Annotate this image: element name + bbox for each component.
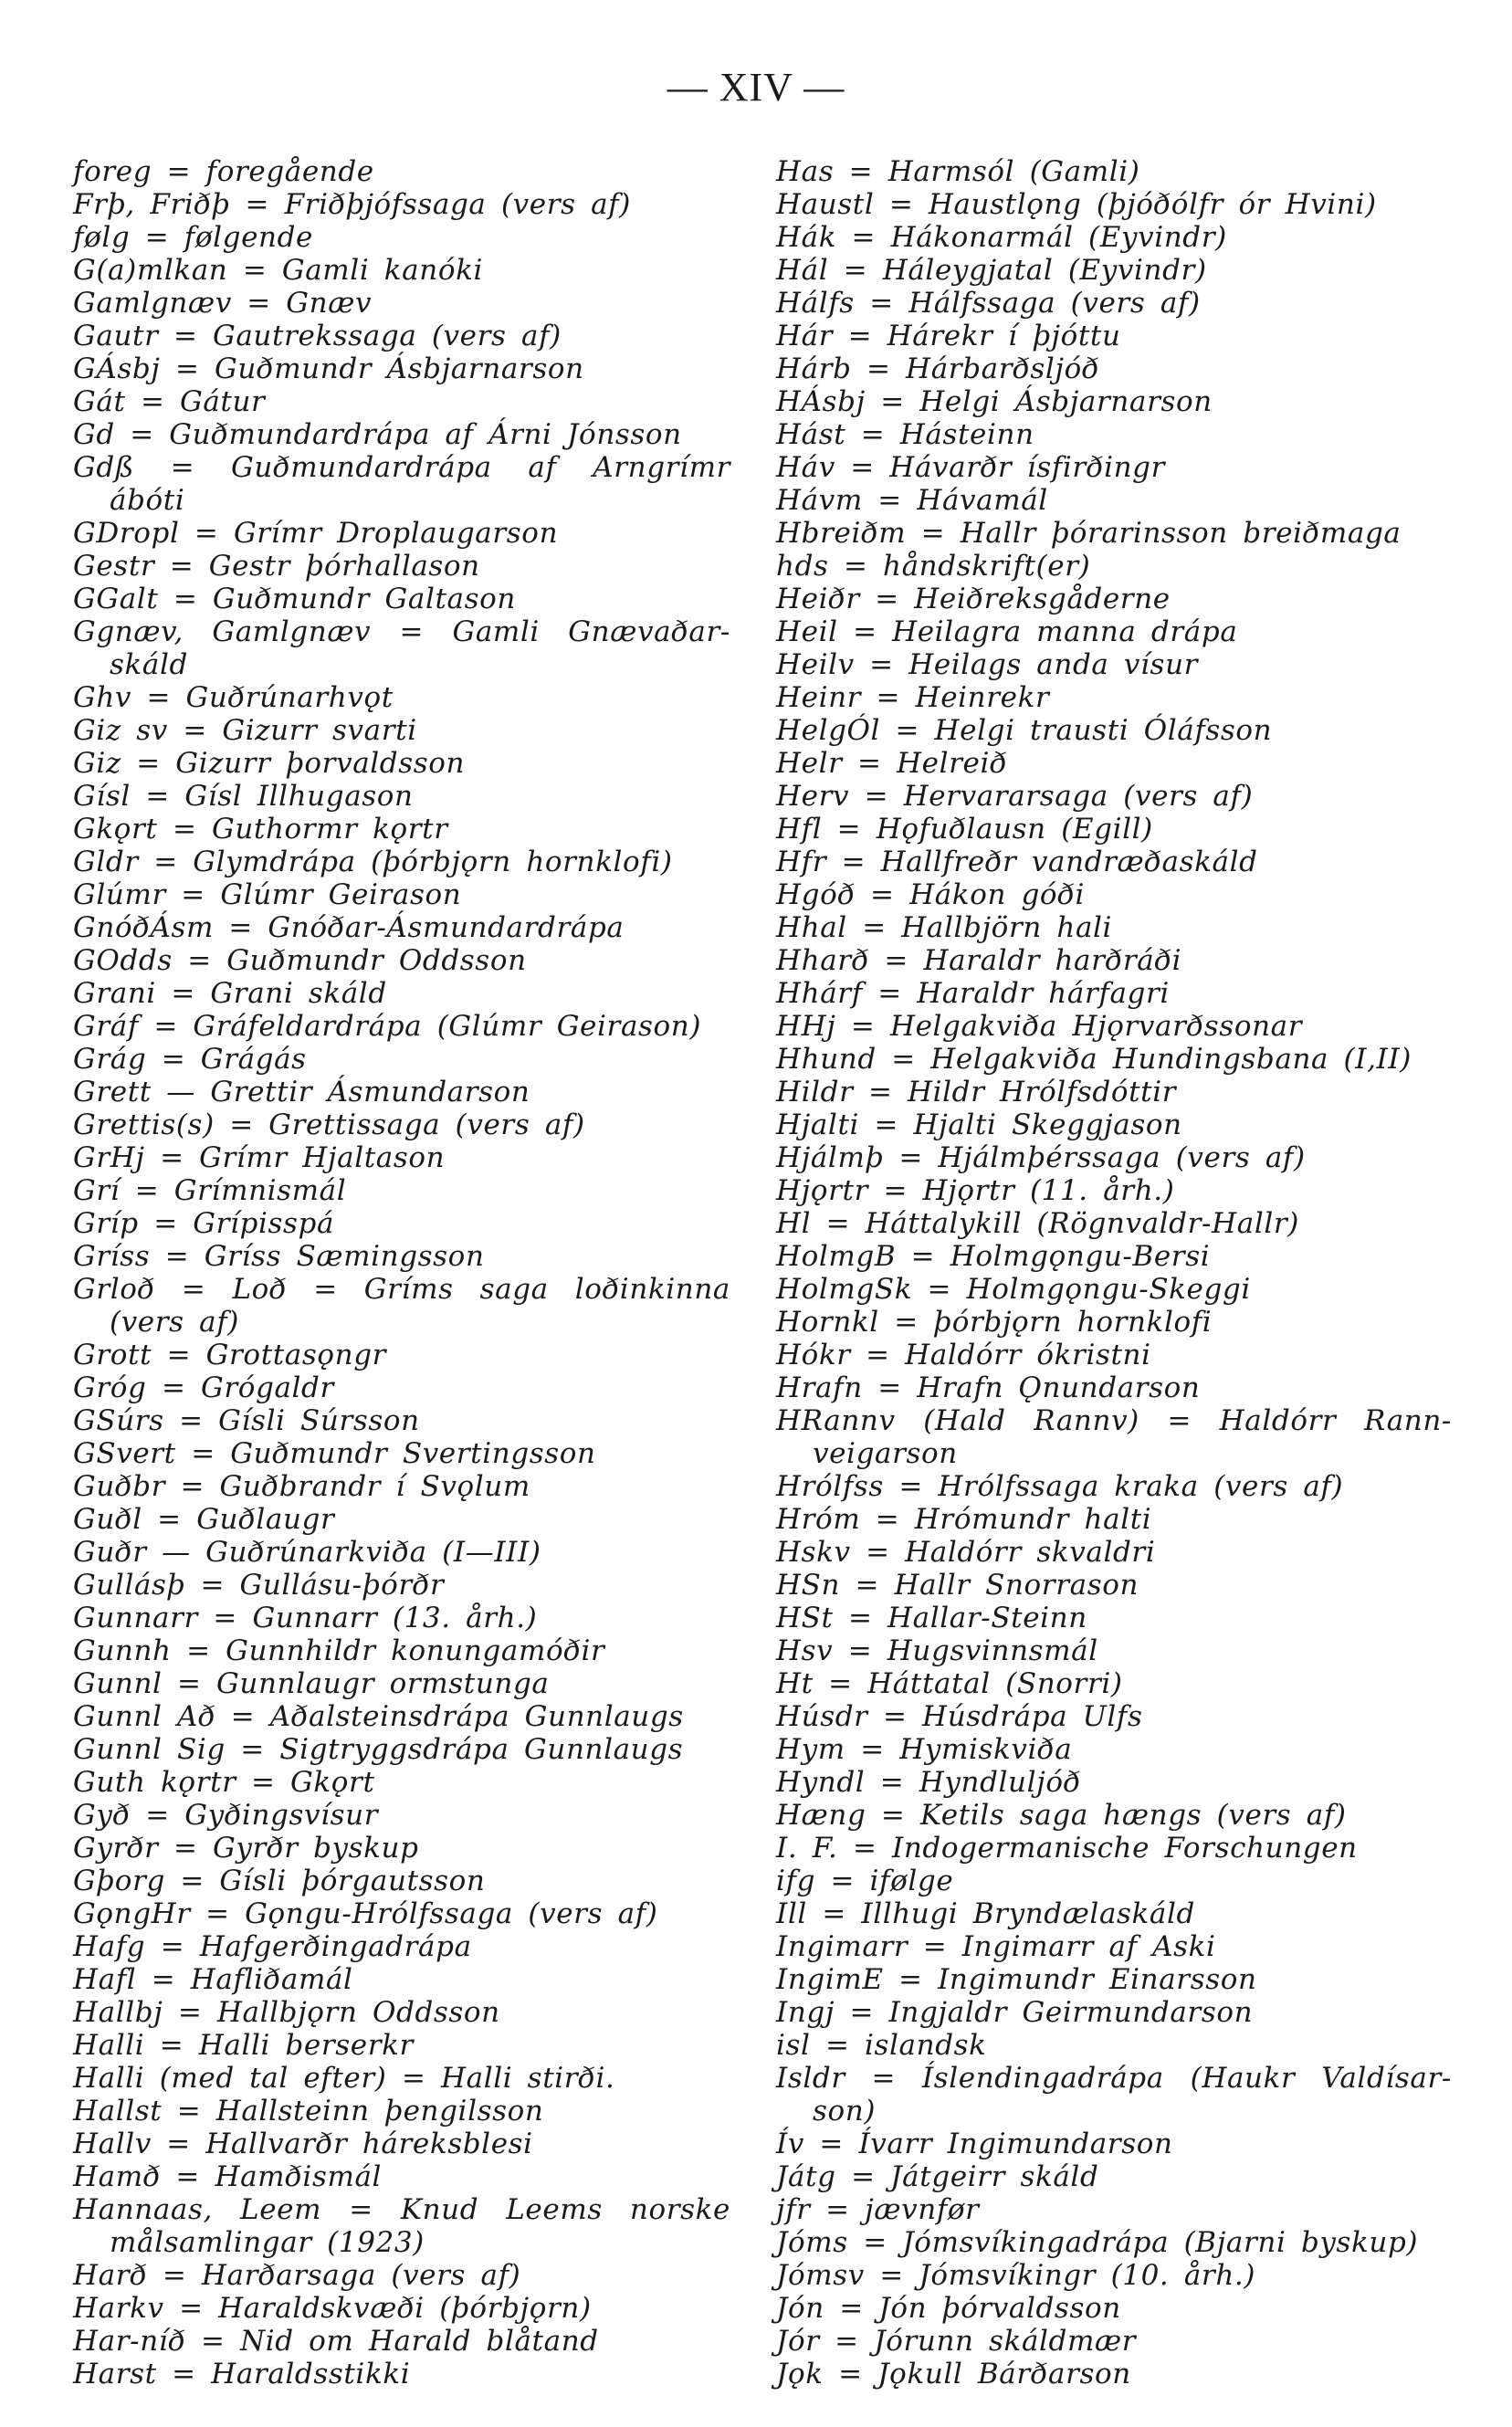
abbreviation-continuation: målsamlingar (1923) bbox=[110, 2226, 425, 2259]
abbreviation-entry: Glúmr = Glúmr Geirason bbox=[73, 878, 462, 911]
abbreviation-entry: Gdß = Guðmundardrápa af Arngrímr bbox=[73, 451, 730, 484]
abbreviation-entry: ifg = ifølge bbox=[776, 1865, 954, 1897]
abbreviation-entry: GGalt = Guðmundr Galtason bbox=[73, 583, 516, 615]
abbreviation-entry: Hár = Hárekr í þjóttu bbox=[776, 320, 1121, 352]
abbreviation-entry: Giz = Gizurr þorvaldsson bbox=[73, 747, 466, 780]
abbreviation-entry: Hæng = Ketils saga hængs (vers af) bbox=[776, 1799, 1347, 1832]
abbreviation-entry: Háv = Hávarðr ísfirðingr bbox=[776, 451, 1166, 484]
right-column bbox=[776, 155, 1452, 2390]
abbreviation-entry: Ht = Háttatal (Snorri) bbox=[776, 1667, 1123, 1700]
abbreviation-entry: Hafg = Hafgerðingadrápa bbox=[73, 1930, 472, 1963]
abbreviation-entry: foreg = foregående bbox=[73, 155, 374, 188]
abbreviation-entry: Hyndl = Hyndluljóð bbox=[776, 1766, 1081, 1799]
abbreviation-continuation: skáld bbox=[110, 648, 188, 681]
abbreviation-entry: Grett — Grettir Ásmundarson bbox=[73, 1076, 530, 1108]
abbreviation-entry: Hallbj = Hallbjǫrn Oddsson bbox=[73, 1996, 500, 2029]
abbreviation-entry: Harst = Haraldsstikki bbox=[73, 2358, 411, 2390]
abbreviation-entry: Hák = Hákonarmál (Eyvindr) bbox=[776, 221, 1227, 254]
abbreviation-entry: Grág = Grágás bbox=[73, 1043, 307, 1076]
abbreviation-entry: Guðl = Guðlaugr bbox=[73, 1503, 335, 1536]
abbreviation-entry: Hharð = Haraldr harðráði bbox=[776, 944, 1182, 977]
abbreviation-entry: Grani = Grani skáld bbox=[73, 977, 387, 1010]
abbreviation-entry: GOdds = Guðmundr Oddsson bbox=[73, 944, 527, 977]
abbreviation-entry: Gamlgnæv = Gnæv bbox=[73, 287, 373, 320]
abbreviation-entry: Hafl = Hafliðamál bbox=[73, 1963, 353, 1996]
abbreviation-entry: HolmgSk = Holmgǫngu-Skeggi bbox=[776, 1273, 1251, 1306]
abbreviation-entry: Halli (med tal efter) = Halli stirði. bbox=[73, 2062, 615, 2095]
abbreviation-entry: Hamð = Hamðismál bbox=[73, 2160, 383, 2193]
abbreviation-entry: Heinr = Heinrekr bbox=[776, 681, 1050, 714]
abbreviation-entry: Gkǫrt = Guthormr kǫrtr bbox=[73, 813, 448, 846]
abbreviation-entry: HRannv (Hald Rannv) = Haldórr Rann- bbox=[776, 1404, 1452, 1437]
abbreviation-entry: Herv = Hervararsaga (vers af) bbox=[776, 780, 1254, 813]
abbreviation-continuation: ábóti bbox=[110, 484, 185, 517]
abbreviation-entry: Hrólfss = Hrólfssaga kraka (vers af) bbox=[776, 1470, 1344, 1503]
abbreviation-entry: Gunnarr = Gunnarr (13. årh.) bbox=[73, 1602, 538, 1634]
abbreviation-entry: G(a)mlkan = Gamli kanóki bbox=[73, 254, 483, 287]
abbreviation-entry: Has = Harmsól (Gamli) bbox=[776, 155, 1140, 188]
abbreviation-entry: Guðbr = Guðbrandr í Svǫlum bbox=[73, 1470, 530, 1503]
abbreviation-entry: Hildr = Hildr Hrólfsdóttir bbox=[776, 1076, 1177, 1108]
abbreviation-entry: Hókr = Haldórr ókristni bbox=[776, 1339, 1151, 1371]
abbreviation-entry: GSúrs = Gísli Súrsson bbox=[73, 1404, 420, 1437]
abbreviation-entry: Gldr = Glymdrápa (þórbjǫrn hornklofi) bbox=[73, 846, 673, 878]
abbreviation-entry: Hallst = Hallsteinn þengilsson bbox=[73, 2095, 544, 2128]
abbreviation-entry: GDropl = Grímr Droplaugarson bbox=[73, 517, 559, 550]
abbreviation-entry: Harð = Harðarsaga (vers af) bbox=[73, 2259, 521, 2292]
abbreviation-continuation: son) bbox=[813, 2095, 877, 2128]
abbreviation-entry: Grí = Grímnismál bbox=[73, 1174, 347, 1207]
abbreviation-entry: HSt = Hallar-Steinn bbox=[776, 1602, 1087, 1634]
abbreviation-entry: Gríss = Gríss Sæmingsson bbox=[73, 1240, 485, 1273]
abbreviation-entry: Hfl = Hǫfuðlausn (Egill) bbox=[776, 813, 1153, 846]
abbreviation-entry: GSvert = Guðmundr Svertingsson bbox=[73, 1437, 596, 1470]
abbreviation-entry: Hgóð = Hákon góði bbox=[776, 878, 1085, 911]
abbreviation-entry: HHj = Helgakviða Hjǫrvarðssonar bbox=[776, 1010, 1303, 1043]
abbreviation-entry: Hskv = Haldórr skvaldri bbox=[776, 1536, 1156, 1569]
abbreviation-entry: Gríp = Grípisspá bbox=[73, 1207, 335, 1240]
abbreviation-entry: Hfr = Hallfreðr vandræðaskáld bbox=[776, 846, 1258, 878]
abbreviation-entry: Hsv = Hugsvinnsmál bbox=[776, 1634, 1098, 1667]
abbreviation-entry: GǫngHr = Gǫngu-Hrólfssaga (vers af) bbox=[73, 1897, 658, 1930]
abbreviation-entry: Gyrðr = Gyrðr byskup bbox=[73, 1832, 419, 1865]
abbreviation-entry: Isldr = Íslendingadrápa (Haukr Valdísar- bbox=[776, 2062, 1452, 2095]
abbreviation-entry: Hálfs = Hálfssaga (vers af) bbox=[776, 287, 1201, 320]
abbreviation-entry: Halli = Halli berserkr bbox=[73, 2029, 414, 2062]
abbreviation-entry: Grloð = Loð = Gríms saga loðinkinna bbox=[73, 1273, 730, 1306]
abbreviation-entry: Játg = Játgeirr skáld bbox=[776, 2160, 1099, 2193]
abbreviation-entry: Heiðr = Heiðreksgåderne bbox=[776, 583, 1171, 615]
abbreviation-entry: Hál = Háleygjatal (Eyvindr) bbox=[776, 254, 1207, 287]
abbreviation-entry: Grettis(s) = Grettissaga (vers af) bbox=[73, 1108, 585, 1141]
abbreviation-entry: HÁsbj = Helgi Ásbjarnarson bbox=[776, 385, 1213, 418]
abbreviation-entry: Heilv = Heilags anda vísur bbox=[776, 648, 1199, 681]
abbreviation-entry: Har-níð = Nid om Harald blåtand bbox=[73, 2325, 599, 2358]
abbreviation-entry: Hávm = Hávamál bbox=[776, 484, 1048, 517]
abbreviation-entry: Hhund = Helgakviða Hundingsbana (I,II) bbox=[776, 1043, 1412, 1076]
abbreviation-entry: Gd = Guðmundardrápa af Árni Jónsson bbox=[73, 418, 682, 451]
abbreviation-entry: HolmgB = Holmgǫngu-Bersi bbox=[776, 1240, 1211, 1273]
abbreviation-entry: Húsdr = Húsdrápa Ulfs bbox=[776, 1700, 1143, 1733]
abbreviation-continuation: (vers af) bbox=[110, 1306, 239, 1339]
abbreviation-entry: Jǫk = Jǫkull Bárðarson bbox=[776, 2358, 1131, 2390]
abbreviation-entry: Hást = Hásteinn bbox=[776, 418, 1034, 451]
abbreviation-entry: Hjálmþ = Hjálmþérssaga (vers af) bbox=[776, 1141, 1306, 1174]
abbreviation-entry: Guðr — Guðrúnarkviða (I—III) bbox=[73, 1536, 541, 1569]
abbreviation-entry: HSn = Hallr Snorrason bbox=[776, 1569, 1139, 1602]
abbreviation-entry: Gautr = Gautrekssaga (vers af) bbox=[73, 320, 562, 352]
abbreviation-entry: Frþ, Friðþ = Friðþjófssaga (vers af) bbox=[73, 188, 631, 221]
abbreviation-entry: Gráf = Gráfeldardrápa (Glúmr Geirason) bbox=[73, 1010, 702, 1043]
abbreviation-entry: Hróm = Hrómundr halti bbox=[776, 1503, 1152, 1536]
abbreviation-entry: Jón = Jón þórvaldsson bbox=[776, 2292, 1121, 2325]
abbreviation-entry: Gát = Gátur bbox=[73, 385, 266, 418]
abbreviation-entry: HelgÓl = Helgi trausti Óláfsson bbox=[776, 714, 1273, 747]
abbreviation-entry: Heil = Heilagra manna drápa bbox=[776, 615, 1238, 648]
abbreviation-entry: Jór = Jórunn skáldmær bbox=[776, 2325, 1137, 2358]
abbreviation-entry: Hallv = Hallvarðr háreksblesi bbox=[73, 2128, 533, 2160]
abbreviation-entry: GrHj = Grímr Hjaltason bbox=[73, 1141, 446, 1174]
abbreviation-entry: Hannaas, Leem = Knud Leems norske bbox=[73, 2193, 730, 2226]
abbreviation-entry: Hl = Háttalykill (Rögnvaldr-Hallr) bbox=[776, 1207, 1299, 1240]
abbreviation-entry: Gunnl Að = Aðalsteinsdrápa Gunnlaugs bbox=[73, 1700, 684, 1733]
abbreviation-entry: Helr = Helreið bbox=[776, 747, 1008, 780]
abbreviation-entry: IngimE = Ingimundr Einarsson bbox=[776, 1963, 1257, 1996]
page-number: — XIV — bbox=[667, 65, 845, 110]
abbreviation-entry: jfr = jævnfør bbox=[776, 2193, 980, 2226]
abbreviation-entry: Gunnh = Gunnhildr konungamóðir bbox=[73, 1634, 605, 1667]
abbreviation-entry: I. F. = Indogermanische Forschungen bbox=[776, 1832, 1358, 1865]
abbreviation-entry: Ív = Ívarr Ingimundarson bbox=[776, 2128, 1173, 2160]
abbreviation-entry: Hhárf = Haraldr hárfagri bbox=[776, 977, 1170, 1010]
abbreviation-entry: Jóms = Jómsvíkingadrápa (Bjarni byskup) bbox=[776, 2226, 1419, 2259]
abbreviation-entry: Jómsv = Jómsvíkingr (10. årh.) bbox=[776, 2259, 1256, 2292]
abbreviation-entry: Ingimarr = Ingimarr af Aski bbox=[776, 1930, 1216, 1963]
abbreviation-entry: Ggnæv, Gamlgnæv = Gamli Gnævaðar- bbox=[73, 615, 730, 648]
abbreviation-entry: Haustl = Haustlǫng (þjóðólfr ór Hvini) bbox=[776, 188, 1377, 221]
abbreviation-entry: Gyð = Gyðingsvísur bbox=[73, 1799, 379, 1832]
abbreviation-entry: Hhal = Hallbjörn hali bbox=[776, 911, 1113, 944]
abbreviation-entry: Hbreiðm = Hallr þórarinsson breiðmaga bbox=[776, 517, 1402, 550]
abbreviation-entry: Gestr = Gestr þórhallason bbox=[73, 550, 480, 583]
abbreviation-entry: Guth kǫrtr = Gkǫrt bbox=[73, 1766, 375, 1799]
left-column bbox=[73, 155, 730, 2390]
abbreviation-entry: Hjǫrtr = Hjǫrtr (11. årh.) bbox=[776, 1174, 1175, 1207]
abbreviation-entry: Ingj = Ingjaldr Geirmundarson bbox=[776, 1996, 1254, 2029]
abbreviation-entry: Ill = Illhugi Bryndælaskáld bbox=[776, 1897, 1195, 1930]
abbreviation-entry: Giz sv = Gizurr svarti bbox=[73, 714, 417, 747]
abbreviation-entry: isl = islandsk bbox=[776, 2029, 987, 2062]
abbreviation-entry: GnóðÁsm = Gnóðar-Ásmundardrápa bbox=[73, 911, 625, 944]
abbreviation-entry: Ghv = Guðrúnarhvǫt bbox=[73, 681, 394, 714]
abbreviation-entry: Hym = Hymiskviða bbox=[776, 1733, 1073, 1766]
abbreviation-entry: Gunnl Sig = Sigtryggsdrápa Gunnlaugs bbox=[73, 1733, 684, 1766]
abbreviation-continuation: veigarson bbox=[813, 1437, 958, 1470]
abbreviation-entry: Gísl = Gísl Illhugason bbox=[73, 780, 414, 813]
abbreviation-entry: Hárb = Hárbarðsljóð bbox=[776, 352, 1100, 385]
abbreviation-entry: Hrafn = Hrafn Ǫnundarson bbox=[776, 1371, 1201, 1404]
abbreviation-entry: følg = følgende bbox=[73, 221, 313, 254]
abbreviation-entry: Gþorg = Gísli þórgautsson bbox=[73, 1865, 486, 1897]
abbreviation-entry: Gunnl = Gunnlaugr ormstunga bbox=[73, 1667, 550, 1700]
abbreviation-entry: Gróg = Grógaldr bbox=[73, 1371, 334, 1404]
abbreviation-entry: Grott = Grottasǫngr bbox=[73, 1339, 387, 1371]
abbreviation-entry: hds = håndskrift(er) bbox=[776, 550, 1091, 583]
abbreviation-entry: Harkv = Haraldskvæði (þórbjǫrn) bbox=[73, 2292, 592, 2325]
abbreviation-entry: GÁsbj = Guðmundr Ásbjarnarson bbox=[73, 352, 584, 385]
abbreviation-entry: Hjalti = Hjalti Skeggjason bbox=[776, 1108, 1182, 1141]
abbreviation-entry: Gullásþ = Gullásu-þórðr bbox=[73, 1569, 445, 1602]
abbreviation-entry: Hornkl = þórbjǫrn hornklofi bbox=[776, 1306, 1213, 1339]
